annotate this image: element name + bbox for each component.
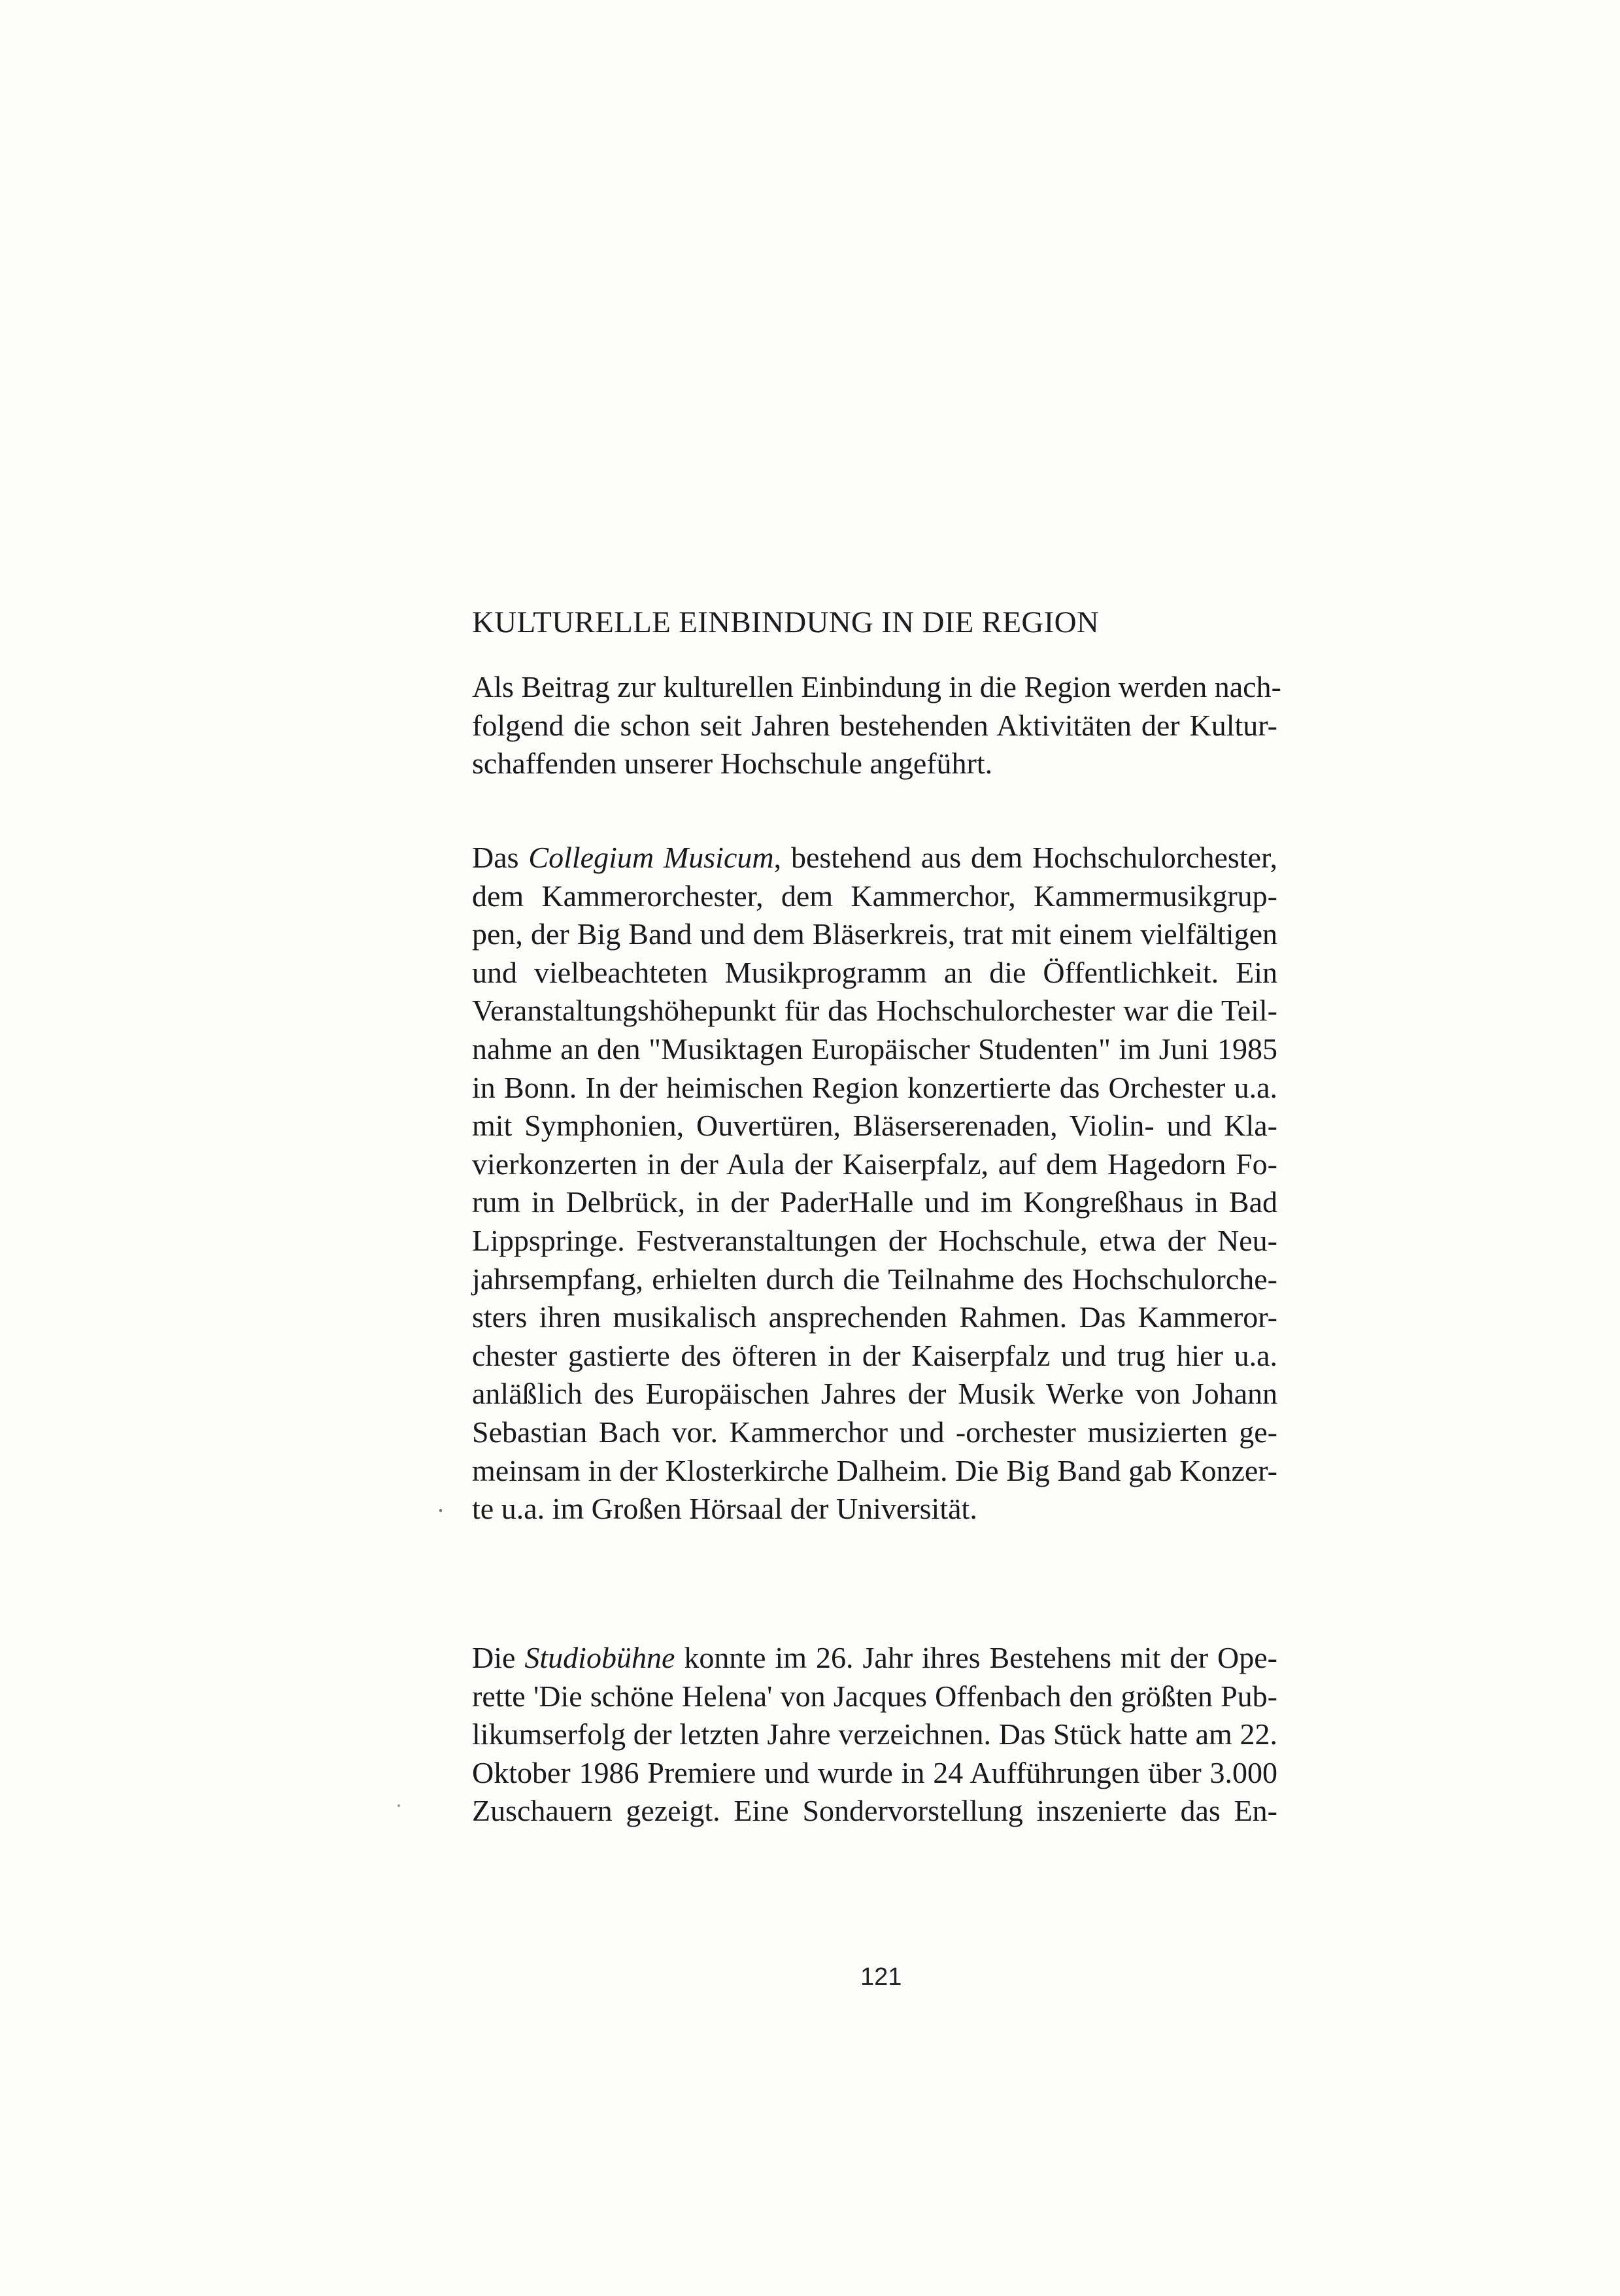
text-run: , bestehend aus dem Hochschulorchester, [773,841,1277,874]
text-line: anläßlich des Europäischen Jahres der Musik Werke von Johann [472,1377,1277,1411]
text-line [472,839,1277,877]
text-run: konnte im 26. Jahr ihres Bestehens mit der Ope- [675,1641,1277,1674]
text-run: Das [472,841,529,874]
text-line: te u.a. im Großen Hörsaal der Universität. [472,1492,977,1526]
paragraph-studiobuehne [472,1639,1277,1831]
scan-speck [439,1509,442,1512]
text-line: Veranstaltungshöhepunkt für das Hochschulorchester war die Teil- [472,994,1277,1028]
text-line: jahrsempfang, erhielten durch die Teilnahme des Hochschulorche- [472,1262,1277,1296]
text-line: Als Beitrag zur kulturellen Einbindung in die Region werden nach- [472,670,1281,703]
text-line: Sebastian Bach vor. Kammerchor und -orchester musizierten ge- [472,1415,1277,1449]
page-number: 121 [860,1963,902,1991]
text-line: folgend die schon seit Jahren bestehenden Aktivitäten der Kultur- [472,708,1277,742]
scan-speck [397,1804,400,1807]
text-line: schaffenden unserer Hochschule angeführt. [472,747,993,781]
text-line [472,1639,1277,1678]
text-line: meinsam in der Klosterkirche Dalheim. Die Big Band gab Konzer- [472,1453,1277,1487]
text-line: rette 'Die schöne Helena' von Jacques Offenbach den größten Pub- [472,1679,1277,1713]
section-heading: KULTURELLE EINBINDUNG IN DIE REGION [472,605,1100,639]
text-line: in Bonn. In der heimischen Region konzertierte das Orchester u.a. [472,1070,1277,1104]
text-line: chester gastierte des öfteren in der Kaiserpfalz und trug hier u.a. [472,1338,1277,1372]
paragraph-intro [472,668,1281,783]
text-line: nahme an den "Musiktagen Europäischer Studenten" im Juni 1985 [472,1032,1277,1066]
text-line: Oktober 1986 Premiere und wurde in 24 Aufführungen über 3.000 [472,1755,1277,1789]
text-line: sters ihren musikalisch ansprechenden Rahmen. Das Kammeror- [472,1300,1277,1334]
text-line: rum in Delbrück, in der PaderHalle und im Kongreßhaus in Bad [472,1185,1277,1219]
text-line: und vielbeachteten Musikprogramm an die Öffentlichkeit. Ein [472,955,1277,989]
text-line: mit Symphonien, Ouvertüren, Bläserserenaden, Violin- und Kla- [472,1109,1277,1143]
text-line: vierkonzerten in der Aula der Kaiserpfalz, auf dem Hagedorn Fo- [472,1147,1277,1181]
text-line: dem Kammerorchester, dem Kammerchor, Kammermusikgrup- [472,879,1277,913]
text-line: pen, der Big Band und dem Bläserkreis, trat mit einem vielfältigen [472,917,1277,951]
italic-term-collegium-musicum: Collegium Musicum [528,841,774,874]
text-run: Die [472,1641,525,1674]
italic-term-studiobuehne: Studiobühne [524,1641,675,1674]
paragraph-collegium-musicum [472,839,1277,1528]
text-line: likumserfolg der letzten Jahre verzeichnen. Das Stück hatte am 22. [472,1717,1277,1751]
text-line: Zuschauern gezeigt. Eine Sondervorstellung inszenierte das En- [472,1794,1277,1828]
text-line: Lippspringe. Festveranstaltungen der Hochschule, etwa der Neu- [472,1223,1277,1257]
